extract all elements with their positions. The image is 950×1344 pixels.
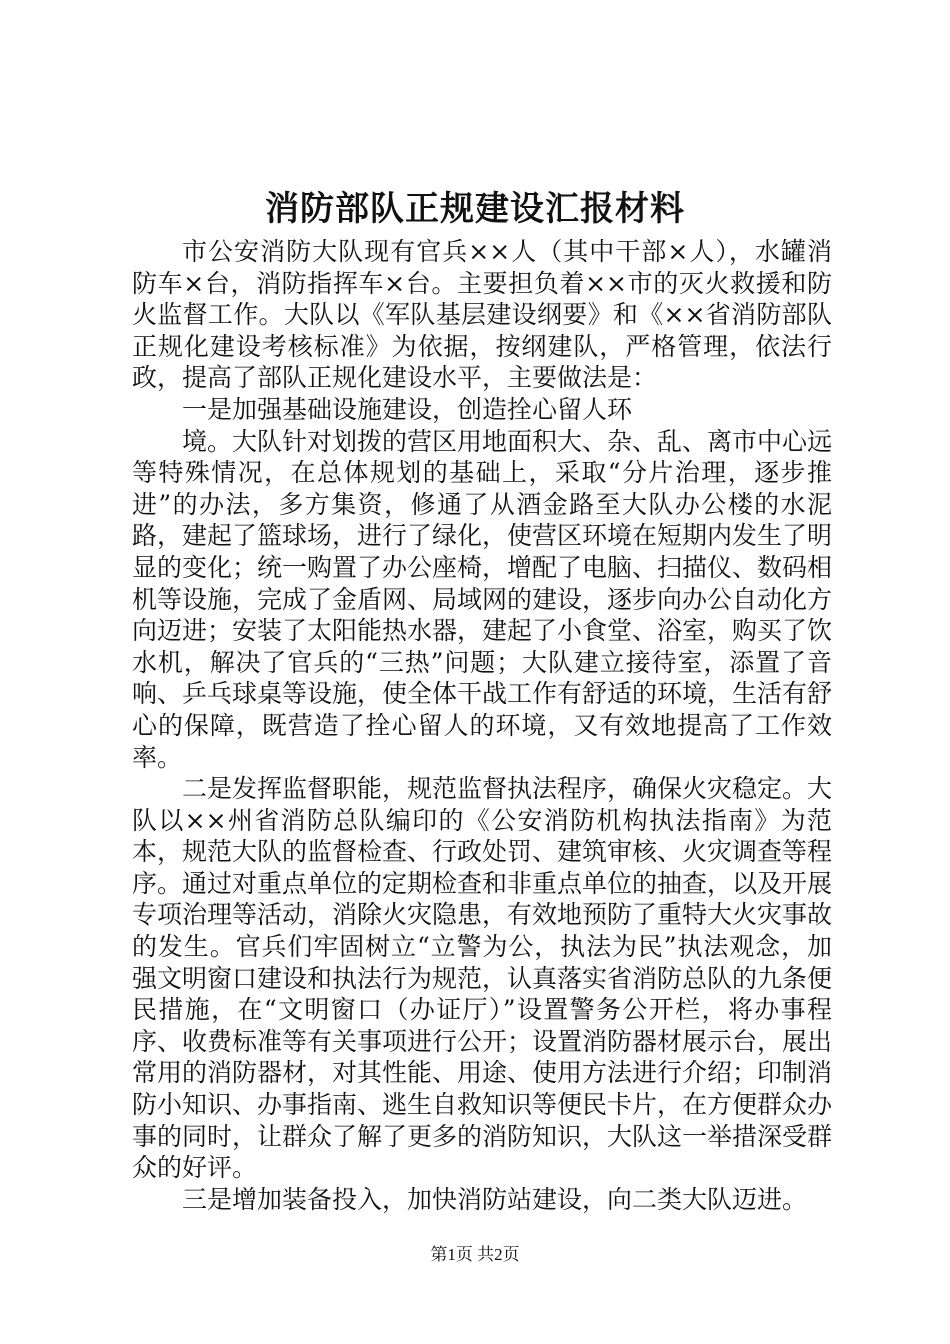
paragraph-point-one-body: 境。大队针对划拨的营区用地面积大、杂、乱、离市中心远等特殊情况，在总体规划的基础上，采取“分片治理，逐步推进”的办法，多方集资，修通了从酒金路至大队办公楼的水泥路，建起了篮球场，进行了绿化，使营区环境在短期内发生了明显的变化；统一购置了办公座椅，增配了电脑、扫描仪、数码相机等设施，完成了金盾网、局域网的建设，逐步向办公自动化方向迈进；安装了太阳能热水器，建起了小食堂、浴室，购买了饮水机，解决了官兵的“三热”问题；大队建立接待室，添置了音响、乒乓球桌等设施，使全体干战工作有舒适的环境，生活有舒心的保障，既营造了拴心留人的环境，又有效地提高了工作效率。 (132, 426, 833, 772)
paragraph-point-three: 三是增加装备投入，加快消防站建设，向二类大队迈进。 (182, 1184, 808, 1214)
paragraph-point-one-heading: 一是加强基础设施建设，创造拴心留人环 (182, 394, 633, 424)
paragraph-intro: 市公安消防大队现有官兵××人（其中干部×人），水罐消防车×台，消防指挥车×台。主要担负着××市的灭火救援和防火监督工作。大队以《军队基层建设纲要》和《××省消防部队正规化建设考核标准》为依据，按纲建队，严格管理，依法行政，提高了部队正规化建设水平，主要做法是： (132, 237, 832, 393)
document-title: 消防部队正规建设汇报材料 (265, 189, 685, 229)
document-body (132, 236, 832, 1215)
page-number-footer: 第1页 共2页 (430, 1245, 520, 1264)
paragraph-point-two: 二是发挥监督职能，规范监督执法程序，确保火灾稳定。大队以××州省消防总队编印的《公安消防机构执法指南》为范本，规范大队的监督检查、行政处罚、建筑审核、火灾调查等程序。通过对重点单位的定期检查和非重点单位的抽查，以及开展专项治理等活动，消除火灾隐患，有效地预防了重特大火灾事故的发生。官兵们牢固树立“立警为公，执法为民”执法观念，加强文明窗口建设和执法行为规范，认真落实省消防总队的九条便民措施，在“文明窗口（办证厅）”设置警务公开栏，将办事程序、收费标准等有关事项进行公开；设置消防器材展示台，展出常用的消防器材，对其性能、用途、使用方法进行介绍；印制消防小知识、办事指南、逃生自救知识等便民卡片，在方便群众办事的同时，让群众了解了更多的消防知识，大队这一举措深受群众的好评。 (132, 774, 833, 1183)
